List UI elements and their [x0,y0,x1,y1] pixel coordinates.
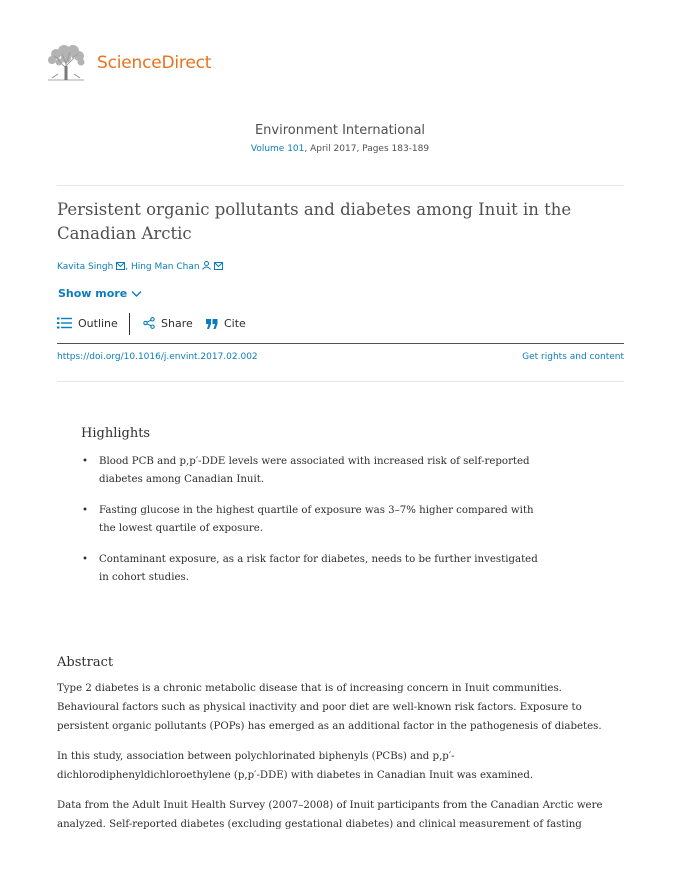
article-title: Persistent organic pollutants and diabetes among Inuit in the Canadian Arctic [57,200,572,243]
highlight-line: Blood PCB and p,p′-DDE levels were associated with increased risk of self-reported [99,456,530,467]
email-icon[interactable] [116,262,125,270]
highlight-line: the lowest quartile of exposure. [99,523,264,534]
email-icon[interactable] [214,262,223,270]
rights-link[interactable]: Get rights and content [522,352,624,362]
header-divider [57,185,624,186]
abstract-line: In this study, association between polychlorinated biphenyls (PCBs) and p,p′- [57,751,455,762]
abstract-line: dichlorodiphenyldichloroethylene (p,p′-DDE) with diabetes in Canadian Inuit was examined. [57,770,534,781]
highlights-heading: Highlights [81,426,151,441]
abstract-line: Type 2 diabetes is a chronic metabolic disease that is of increasing concern in Inuit communities. [57,683,562,694]
abstract-line: Data from the Adult Inuit Health Survey (2007–2008) of Inuit participants from the Canadian Arctic were [57,800,603,811]
abstract-paragraph [57,679,627,736]
share-button[interactable] [143,317,193,330]
journal-name[interactable]: Environment International [254,123,426,138]
highlight-line: Contaminant exposure, as a risk factor for diabetes, needs to be further investigated [99,554,538,565]
outline-label: Outline [78,317,118,330]
share-label: Share [161,317,193,330]
author-list [57,261,223,272]
show-more-label: Show more [58,287,128,300]
highlight-line: diabetes among Canadian Inuit. [99,474,265,485]
abstract-line: persistent organic pollutants (POPs) has emerged as an additional factor in the pathogenesis of diabetes. [57,721,602,732]
abstract-heading: Abstract [57,655,114,670]
highlight-line: in cohort studies. [99,572,189,583]
highlight-item [82,453,554,489]
author-name[interactable]: Hing Man Chan [130,262,200,272]
author-separator: , [125,262,131,272]
bullet: • [82,505,89,516]
cite-label: Cite [224,317,246,330]
toolbar-divider [129,313,130,335]
section-divider [57,381,624,382]
bullet: • [82,554,89,565]
share-icon [143,317,155,329]
highlight-item [82,551,554,587]
issue-details: , April 2017, Pages 183-189 [304,144,430,154]
abstract-paragraph [57,796,627,834]
volume-link[interactable]: Volume 101 [250,144,305,154]
highlight-item [82,502,554,538]
abstract-line: analyzed. Self-reported diabetes (excluding gestational diabetes) and clinical measurement of fasting [57,819,582,830]
list-icon [57,317,72,329]
abstract-paragraph [57,747,627,785]
sciencedirect-brand[interactable]: ScienceDirect [97,53,212,73]
cite-button[interactable] [206,317,246,330]
issue-info [0,144,680,154]
quote-icon [206,319,218,329]
toolbar-divider-line [57,343,624,344]
person-icon[interactable] [202,261,211,270]
author-name[interactable]: Kavita Singh [57,262,114,272]
bullet: • [82,456,89,467]
doi-link[interactable]: https://doi.org/10.1016/j.envint.2017.02.002 [57,352,258,362]
elsevier-tree-logo-icon[interactable] [44,44,88,82]
show-more-button[interactable] [58,287,142,300]
abstract-line: Behavioural factors such as physical inactivity and poor diet are well-known risk factors. Exposure to [57,702,582,713]
highlight-line: Fasting glucose in the highest quartile of exposure was 3–7% higher compared with [99,505,534,516]
chevron-down-icon [131,290,142,298]
outline-button[interactable] [57,317,118,330]
